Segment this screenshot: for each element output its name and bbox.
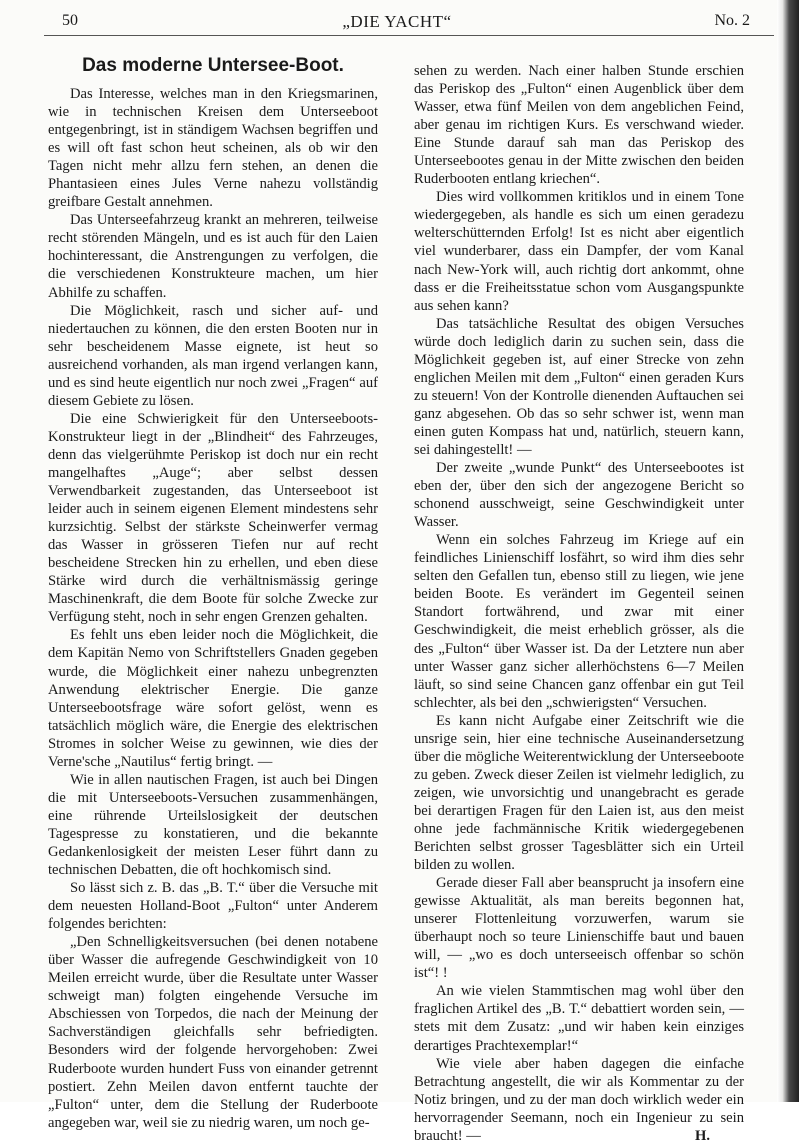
paragraph: Wenn ein solches Fahrzeug im Kriege auf ein feindliches Linienschiff losfährt, so wird ihm dies sehr selten den Gefallen tun, ebenso still zu liegen, wie jene beiden Boote. Es verändert im Gegenteil seinen Standort fortwährend, und zwar mit einer Geschwindigkeit, die meist erheblich grösser, als die des „Fulton“ über Wasser ist. Da der Letztere nun aber unter Wasser ganz sicher allerhöchstens 6—7 Meilen läuft, so sind seine Chancen ganz offenbar ein gut Teil schlechter, als bei den „schwierigsten“ Versuchen.: [414, 532, 744, 711]
paragraph: Gerade dieser Fall aber beansprucht ja insofern eine gewisse Aktualität, als man bereits begonnen hat, unserer Flottenleitung vorzuwerfen, warum sie überhaupt noch so teure Linienschiffe baut und bauen will, — „wo es doch unterseeisch offenbar so schön ist“! !: [414, 875, 744, 982]
running-head: [44, 12, 750, 34]
paragraph-text: Wie viele aber haben dagegen die einfache Betrachtung angestellt, die wir als Kommentar zu der Notiz bringen, und zu der man doch wirklich weder ein hervorragender Seemann, noch ein Ingenieur zu sein braucht! —: [414, 1055, 744, 1144]
paragraph: Wie in allen nautischen Fragen, ist auch bei Dingen die mit Unterseeboots-Versuchen zusammenhängen, eine rührende Urteilslosigkeit der deutschen Tagespresse zu konstatieren, und die bekannte Gedankenlosigkeit der meisten Leser führt dann zu technischen Debatten, die oft hochkomisch sind.: [48, 771, 378, 879]
paragraph: Die Möglichkeit, rasch und sicher auf- und niedertauchen zu können, die den ersten Booten nur in sehr bescheidenem Masse eignete, ist heut so ausreichend vorhanden, als man irgend verlangen kann, und es sind heute eigentlich nur noch zwei „Fragen“ auf diesem Gebiete zu lösen.: [48, 302, 378, 409]
paragraph: Das Interesse, welches man in den Kriegsmarinen, wie in technischen Kreisen dem Unterseeboot entgegenbringt, ist in ständigem Wachsen begriffen und es will oft fast schon heut scheinen, als ob wir den Tagen nicht mehr allzu fern stehen, an denen die Phantasieen eines Jules Verne nahezu vollständig greifbare Gestalt annehmen.: [48, 86, 378, 211]
paragraph: Es fehlt uns eben leider noch die Möglichkeit, die dem Kapitän Nemo von Schriftstellers Gnaden gegeben wurde, die Möglichkeit einer nahezu unbegrenzten Anwendung elektrischer Energie. Die ganze Unterseebootsfrage wäre sofort gelöst, wenn es tatsächlich möglich wäre, die Energie des elektrischen Stromes in solcher Weise zu gewinnen, wie dies der Verne'sche „Nautilus“ fertig bringt. —: [48, 627, 378, 770]
paragraph: An wie vielen Stammtischen mag wohl über den fraglichen Artikel des „B. T.“ debattiert worden sein, — stets mit dem Zusatz: „und wir haben kein einziges derartiges Prachtexemplar!“: [414, 983, 744, 1054]
scan-shadow-edge: [777, 0, 799, 1102]
left-column: [48, 54, 378, 1131]
issue-number: No. 2: [714, 12, 750, 29]
paragraph: So lässt sich z. B. das „B. T.“ über die Versuche mit dem neuesten Holland-Boot „Fulton“ unter Anderem folgendes berichten:: [48, 880, 378, 933]
paragraph: Das tatsächliche Resultat des obigen Versuches würde doch lediglich darin zu suchen sein, dass die Möglichkeit gegeben ist, auf einer Strecke von zehn englichen Meilen mit dem „Fulton“ einen geraden Kurs zu steuern! Von der Kontrolle dienenden Auftauchen sei ganz abgesehen. Ob das so sehr schwer ist, wenn man einen guten Kompass hat und, natürlich, steuern kann, sei dahingestellt! —: [414, 315, 744, 458]
final-paragraph: [414, 1055, 744, 1145]
author-signature: H.: [695, 1127, 710, 1144]
paragraph: Das Unterseefahrzeug krankt an mehreren, teilweise recht störenden Mängeln, und es ist auch für den Laien hochinteressant, die Anstrengungen zu verfolgen, die die verschiedenen Konstrukteure machen, um hier Abhilfe zu schaffen.: [48, 212, 378, 301]
journal-title: „DIE YACHT“: [342, 12, 452, 31]
header-rule: [44, 35, 774, 36]
right-column: [414, 62, 744, 1144]
quoted-report: „Den Schnelligkeitsversuchen (bei denen notabene über Wasser die aufregende Geschwindigkeit von 10 Meilen erreicht wurde, über die Resultate unter Wasser schweigt man) folgten eingehende Versuche im Abschiessen von Torpedos, die nach der Meinung der Sachverständigen gleichfalls sehr befriedigten. Besonders wird der folgende hervorgehoben: Zwei Ruderboote wurden hundert Fuss von einander getrennt postiert. Zehn Meilen davon entfernt tauchte der „Fulton“ unter, dem die Stellung der Ruderboote angegeben war, weil sie zu niedrig waren, um noch ge-: [48, 934, 378, 1131]
paragraph: Die eine Schwierigkeit für den Unterseeboots-Konstrukteur liegt in der „Blindheit“ des Fahrzeuges, denn das vielgerühmte Periskop ist doch nur ein recht mangelhaftes „Auge“; aber selbst dessen Verwendbarkeit zugestanden, das Unterseeboot ist leider auch in seinem eigenen Element mindestens sehr kurzsichtig. Selbst der stärkste Scheinwerfer vermag das Wasser in grösseren Tiefen nur auf recht bescheidene Strecken hin zu erhellen, und eben diese Stärke wird durch die verhältnismässig geringe Maschinenkraft, die dem Boote für solche Zwecke zur Verfügung steht, noch in sehr engen Grenzen gehalten.: [48, 410, 378, 626]
quoted-report-continuation: sehen zu werden. Nach einer halben Stunde erschien das Periskop des „Fulton“ einen Augenblick über dem Wasser, etwa fünf Meilen von dem angeblichen Feind, aber genau im richtigen Kurs. Es verschwand wieder. Eine Stunde darauf sah man das Periskop des Unterseebootes genau in der Mitte zwischen den beiden Ruderbooten entlang kriechen“.: [414, 63, 744, 188]
paragraph: Der zweite „wunde Punkt“ des Unterseebootes ist eben der, über den sich der angezogene Bericht so schonend ausschweigt, seine Geschwindigkeit unter Wasser.: [414, 460, 744, 531]
article-title: Das moderne Untersee-Boot.: [82, 55, 344, 76]
paragraph: Dies wird vollkommen kritiklos und in einem Tone wiedergegeben, als handle es sich um einen geradezu welterschütternden Erfolg! Ist es nicht aber eigentlich viel wunderbarer, dass ein Dampfer, der vom Kanal nach New-York will, auch richtig dort ankommt, ohne dass er die Freiheitsstatue schon vom Ausgangspunkte aus sehen kann?: [414, 189, 744, 314]
paragraph: Es kann nicht Aufgabe einer Zeitschrift wie die unsrige sein, hier eine technische Auseinandersetzung über die mögliche Weiterentwicklung der Unterseeboote zu geben. Zweck dieser Zeilen ist vielmehr lediglich, zu zeigen, wie unvorsichtig und unangebracht es gerade bei derartigen Fragen für den Laien ist, aus den meist ohne jede fachmännische Kritik wiedergegebenen Berichten selbst grosser Tagesblätter sich ein Urteil bilden zu wollen.: [414, 712, 744, 874]
page-number: 50: [62, 12, 78, 29]
